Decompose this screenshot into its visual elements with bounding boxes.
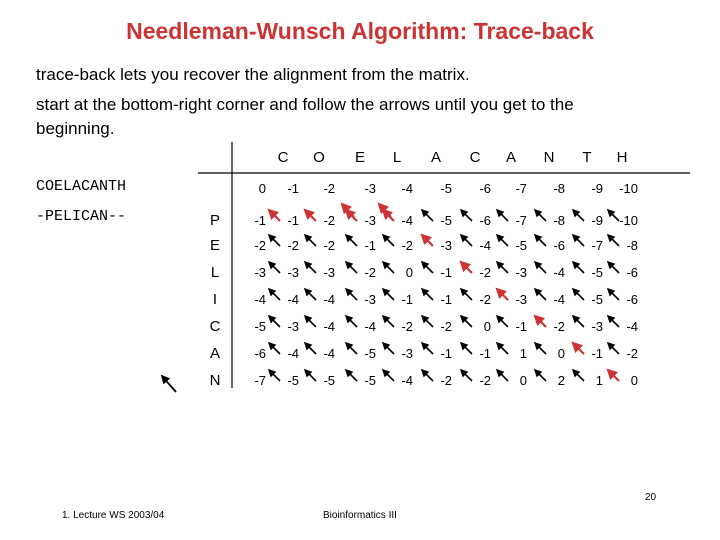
matrix-cell: -7 [515,213,527,228]
matrix-cell: -5 [364,373,376,388]
diagonal-arrow [535,262,546,273]
matrix-cell: -2 [479,373,491,388]
matrix-cell: -5 [515,238,527,253]
matrix-cell: -4 [323,319,335,334]
row-header: P [209,212,221,229]
diagonal-arrow [497,235,508,246]
diagonal-arrow [535,210,546,221]
matrix-cell: -4 [287,292,299,307]
diagonal-arrow [535,235,546,246]
column-header: H [616,149,628,166]
matrix-cell: -1 [254,213,266,228]
diagonal-arrow [497,370,508,381]
matrix-cell: -1 [401,292,413,307]
matrix-cell: 1 [595,373,603,388]
matrix-cell: -1 [364,238,376,253]
matrix-cell: -3 [440,238,452,253]
diagonal-arrow [497,262,508,273]
aligned-sequence-top: COELACANTH [36,178,127,195]
traceback-arrow [422,235,433,246]
matrix-cell: -3 [515,265,527,280]
row-header: E [209,237,221,254]
matrix-cell: -3 [401,346,413,361]
diagonal-arrow [535,370,546,381]
origin-arrow [162,376,176,392]
matrix-cell: -2 [626,346,638,361]
row-header: L [210,264,220,281]
diagonal-arrow [422,370,433,381]
matrix-cell: -1 [515,319,527,334]
diagonal-arrow [305,343,316,354]
column-header: C [469,149,481,166]
diagonal-arrow [461,210,472,221]
diagonal-arrow [383,289,394,300]
diagonal-arrow [573,235,584,246]
matrix-cell: -2 [440,319,452,334]
matrix-cell: -2 [287,238,299,253]
diagonal-arrow [535,343,546,354]
diagonal-arrow [305,262,316,273]
diagonal-arrow [305,289,316,300]
diagonal-arrow [269,262,280,273]
column-header: C [277,149,289,166]
matrix-cell: -1 [591,346,603,361]
matrix-cell: -4 [401,181,413,196]
matrix-cell: -3 [287,319,299,334]
matrix-cell: -4 [254,292,266,307]
column-header: N [543,149,555,166]
column-header: A [505,149,517,166]
matrix-cell: -1 [440,265,452,280]
matrix-cell: -1 [287,181,299,196]
diagonal-arrow [346,262,357,273]
diagonal-arrow [422,262,433,273]
diagonal-arrow [573,262,584,273]
matrix-cell: -7 [591,238,603,253]
matrix-cell: -4 [323,292,335,307]
diagonal-arrow [573,316,584,327]
row-header: I [212,291,218,308]
diagonal-arrow [573,370,584,381]
matrix-cell: -2 [323,238,335,253]
diagonal-arrow [383,343,394,354]
matrix-cell: -2 [479,265,491,280]
matrix-cell: -6 [479,213,491,228]
diagonal-arrow [269,343,280,354]
diagonal-arrow [608,289,619,300]
matrix-cell: -3 [323,265,335,280]
matrix-cell: -8 [553,181,565,196]
matrix-cell: -10 [619,213,638,228]
traceback-arrow [305,210,316,221]
diagonal-arrow [608,235,619,246]
diagonal-arrow [608,343,619,354]
matrix-cell: 1 [519,346,527,361]
diagonal-arrow [461,370,472,381]
matrix-cell: -6 [626,265,638,280]
matrix-cell: -4 [479,238,491,253]
diagonal-arrow [383,370,394,381]
matrix-cell: -8 [626,238,638,253]
matrix-cell: -6 [553,238,565,253]
matrix-cell: -2 [401,238,413,253]
diagonal-arrow [422,343,433,354]
matrix-cell: -2 [401,319,413,334]
traceback-arrow [379,204,391,217]
diagonal-arrow [422,289,433,300]
diagonal-arrow [346,289,357,300]
footer-course: Bioinformatics III [323,510,397,521]
diagonal-arrow [573,289,584,300]
matrix-cell: -5 [287,373,299,388]
matrix-cell: -3 [364,181,376,196]
matrix-cell: -5 [440,181,452,196]
traceback-arrow [573,343,584,354]
matrix-cell: -5 [440,213,452,228]
footer-lecture: 1. Lecture WS 2003/04 [62,510,165,521]
diagonal-arrow [608,262,619,273]
diagonal-arrow [346,343,357,354]
diagonal-arrow [608,316,619,327]
matrix-cell: -9 [591,181,603,196]
matrix-cell: -2 [479,292,491,307]
matrix-cell: -2 [553,319,565,334]
diagonal-arrow [269,370,280,381]
matrix-cell: -5 [364,346,376,361]
matrix-cell: -6 [254,346,266,361]
column-header: A [430,149,442,166]
matrix-cell: -3 [364,292,376,307]
matrix-cell: -5 [591,265,603,280]
matrix-cell: 0 [519,373,527,388]
matrix-cell: -2 [254,238,266,253]
matrix-cell: -1 [287,213,299,228]
matrix-cell: -3 [364,213,376,228]
matrix-cell: -4 [323,346,335,361]
page-number: 20 [645,492,657,503]
matrix-cell: 0 [405,265,413,280]
matrix-cell: -2 [323,181,335,196]
diagonal-arrow [497,210,508,221]
diagonal-arrow [461,343,472,354]
matrix-cell: -3 [287,265,299,280]
traceback-arrow [269,210,280,221]
row-header: N [209,372,221,389]
matrix-cell: -8 [553,213,565,228]
matrix-cell: 2 [557,373,565,388]
matrix-cell: -4 [364,319,376,334]
diagonal-arrow [461,235,472,246]
matrix-cell: -5 [254,319,266,334]
diagonal-arrow [346,370,357,381]
traceback-arrow [497,289,508,300]
matrix-cell: -2 [440,373,452,388]
matrix-cell: -1 [440,346,452,361]
diagonal-arrow [269,235,280,246]
diagonal-arrow [461,316,472,327]
column-header: E [354,149,366,166]
matrix-cell: -3 [515,292,527,307]
matrix-cell: 0 [630,373,638,388]
matrix-cell: -3 [591,319,603,334]
matrix-cell: -5 [323,373,335,388]
diagonal-arrow [305,316,316,327]
matrix-cell: -4 [626,319,638,334]
diagonal-arrow [608,210,619,221]
slide-title: Needleman-Wunsch Algorithm: Trace-back [126,18,594,44]
diagonal-arrow [305,370,316,381]
matrix-cell: -1 [440,292,452,307]
matrix-cell: -6 [626,292,638,307]
matrix-cell: -4 [287,346,299,361]
matrix-cell: -4 [401,373,413,388]
matrix-cell: 0 [483,319,491,334]
traceback-arrow [608,370,619,381]
intro-text: trace-back lets you recover the alignment from the matrix. [36,65,470,84]
traceback-arrow [461,262,472,273]
matrix-cell: -9 [591,213,603,228]
matrix-cell: -3 [254,265,266,280]
matrix-cell: -4 [553,292,565,307]
diagonal-arrow [535,289,546,300]
matrix-cell: -6 [479,181,491,196]
aligned-sequence-bottom: -PELICAN-- [36,208,127,225]
diagonal-arrow [269,316,280,327]
diagonal-arrow [461,289,472,300]
row-header: C [209,318,221,335]
diagonal-arrow [346,235,357,246]
matrix-cell: -4 [553,265,565,280]
matrix-cell: -2 [323,213,335,228]
instruction-text: start at the bottom-right corner and follow the arrows until you get to the beginning. [36,95,574,138]
matrix-cell: -2 [364,265,376,280]
diagonal-arrow [383,316,394,327]
row-header: A [209,345,221,362]
matrix-cell: -5 [591,292,603,307]
column-header: T [582,149,592,166]
diagonal-arrow [497,343,508,354]
diagonal-arrow [269,289,280,300]
diagonal-arrow [383,262,394,273]
diagonal-arrow [497,316,508,327]
matrix-cell: -4 [401,213,413,228]
diagonal-arrow [383,235,394,246]
traceback-arrow [535,316,546,327]
matrix-cell: -7 [254,373,266,388]
diagonal-arrow [422,316,433,327]
column-header: L [392,149,402,166]
column-header: O [313,149,325,166]
matrix-cell: -10 [619,181,638,196]
matrix-cell: -7 [515,181,527,196]
diagonal-arrow [422,210,433,221]
traceback-arrow [342,204,354,217]
diagonal-arrow [305,235,316,246]
diagonal-arrow [573,210,584,221]
matrix-cell: 0 [557,346,565,361]
matrix-cell: -1 [479,346,491,361]
matrix-cell: 0 [258,181,266,196]
diagonal-arrow [346,316,357,327]
